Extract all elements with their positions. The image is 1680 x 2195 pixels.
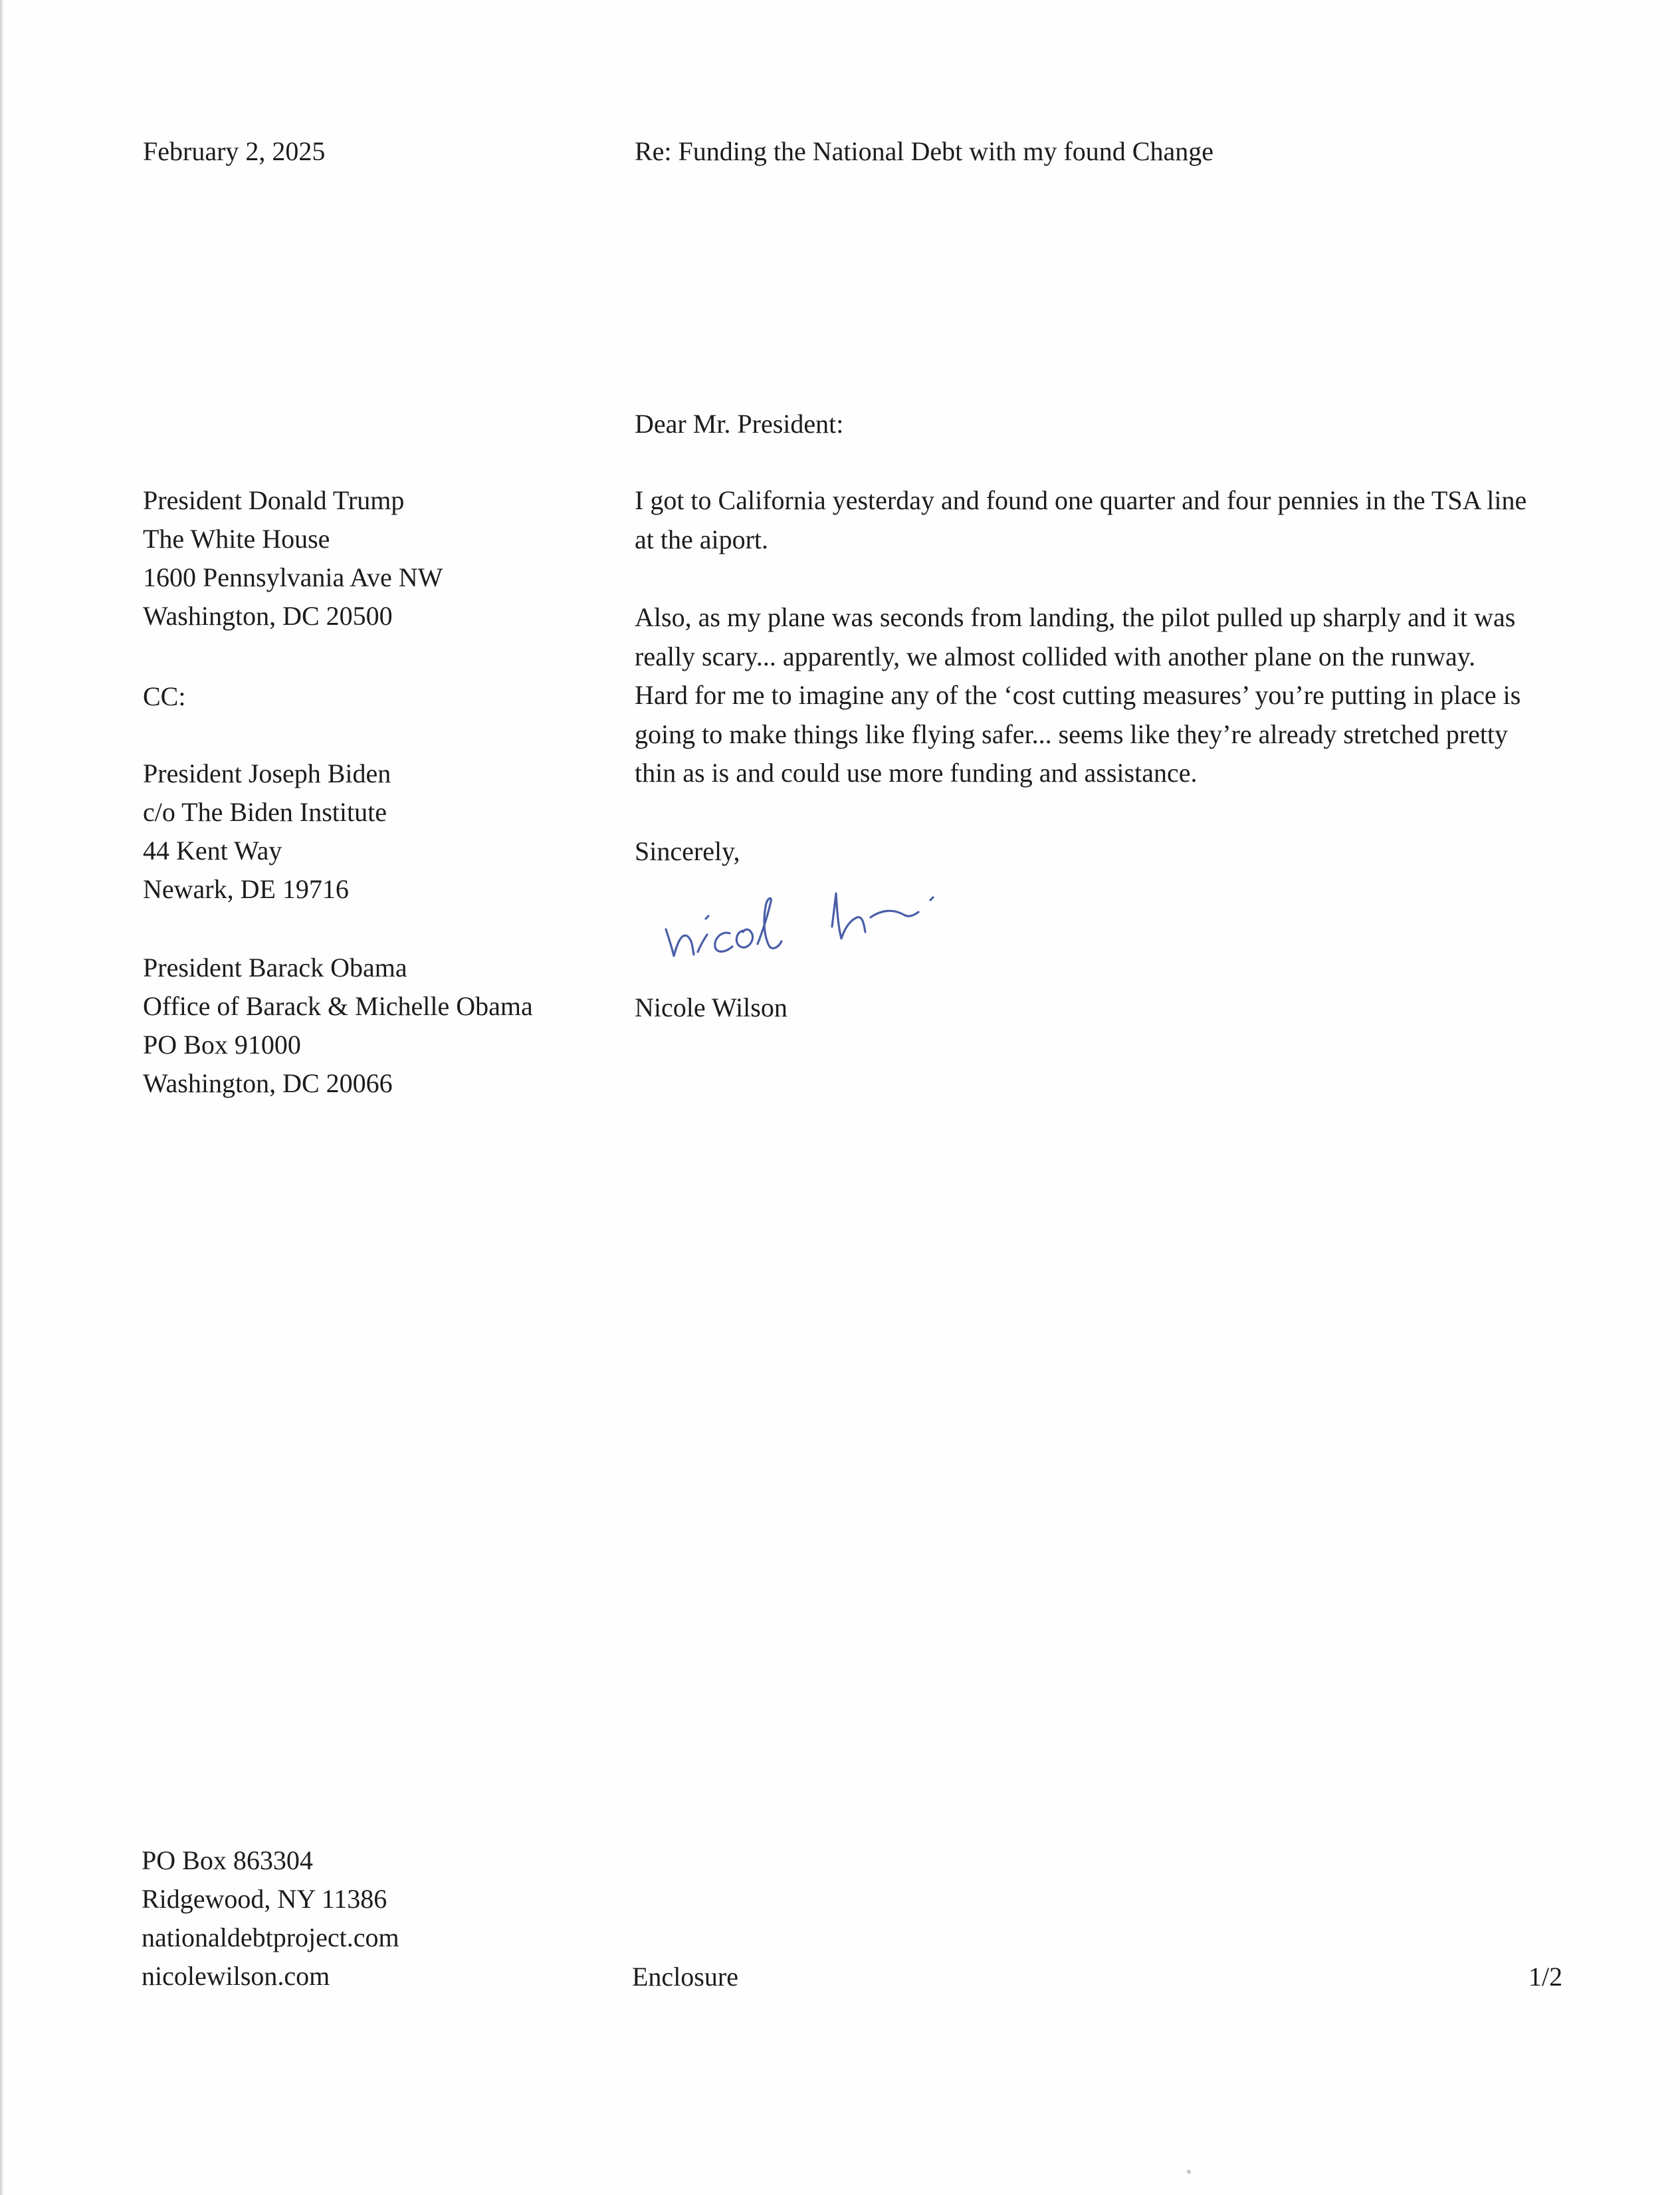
cc-label: CC: (143, 681, 186, 711)
sender-line: Ridgewood, NY 11386 (142, 1884, 387, 1914)
cc-line: President Joseph Biden (143, 758, 391, 788)
handwritten-signature (658, 877, 944, 971)
page-number: 1/2 (1528, 1962, 1563, 1992)
cc-line: Office of Barack & Michelle Obama (143, 991, 533, 1021)
body-line: thin as is and could use more funding and assistance. (635, 758, 1198, 788)
salutation: Dear Mr. President: (635, 409, 844, 439)
recipient-line: 1600 Pennsylvania Ave NW (143, 562, 443, 592)
cc-line: PO Box 91000 (143, 1030, 301, 1060)
cc-address-obama (143, 949, 533, 1103)
closing: Sincerely, (635, 836, 740, 866)
cc-line: c/o The Biden Institute (143, 797, 387, 827)
sender-website: nationaldebtproject.com (142, 1922, 399, 1952)
sender-website: nicolewilson.com (142, 1961, 330, 1991)
recipient-line: President Donald Trump (143, 485, 405, 515)
recipient-line: The White House (143, 524, 330, 554)
body-line: really scary... apparently, we almost collided with another plane on the runway. (635, 641, 1476, 671)
cc-address-biden (143, 754, 391, 909)
signer-name: Nicole Wilson (635, 992, 788, 1022)
body-line: I got to California yesterday and found one quarter and four pennies in the TSA line (635, 485, 1527, 515)
sender-address (142, 1841, 399, 1996)
cc-line: President Barack Obama (143, 953, 407, 982)
recipient-line: Washington, DC 20500 (143, 601, 393, 631)
cc-line: 44 Kent Way (143, 836, 282, 866)
body-line: going to make things like flying safer... seems like they’re already stretched pretty (635, 719, 1509, 749)
sender-line: PO Box 863304 (142, 1845, 313, 1875)
body-paragraph-2 (635, 598, 1521, 793)
letter-date: February 2, 2025 (143, 136, 326, 166)
subject-line: Re: Funding the National Debt with my found Change (635, 136, 1213, 166)
scan-edge (0, 0, 3, 2195)
body-line: Also, as my plane was seconds from landing, the pilot pulled up sharply and it was (635, 602, 1516, 632)
body-line: at the aiport. (635, 524, 769, 554)
body-paragraph-1 (635, 481, 1526, 559)
scan-speck (1187, 2170, 1191, 2174)
body-line: Hard for me to imagine any of the ‘cost cutting measures’ you’re putting in place is (635, 680, 1521, 710)
cc-line: Newark, DE 19716 (143, 874, 349, 904)
recipient-address (143, 481, 443, 635)
cc-line: Washington, DC 20066 (143, 1068, 393, 1098)
enclosure-label: Enclosure (632, 1962, 738, 1992)
